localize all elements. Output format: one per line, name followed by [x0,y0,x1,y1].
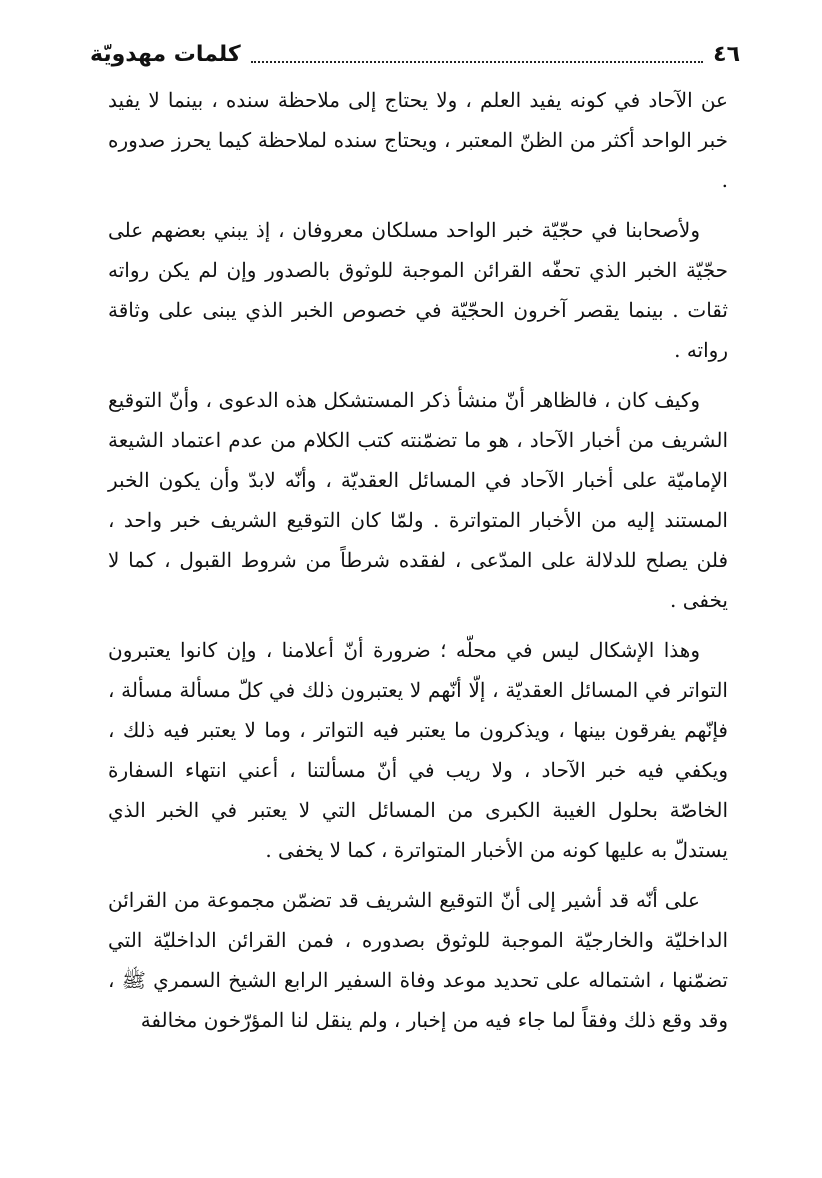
paragraph: وهذا الإشكال ليس في محلّه ؛ ضرورة أنّ أعلامنا ، وإن كانوا يعتبرون التواتر في المسائل العقديّة ، إلّا أنّهم لا يعتبرون ذلك في كلّ مسألة مسألة ، فإنّهم يفرقون بينها ، ويذكرون ما يعتبر فيه التواتر ، وما لا يعتبر فيه ذلك ، ويكفي فيه خبر الآحاد ، ولا ريب في أنّ مسألتنا ، أعني انتهاء السفارة الخاصّة بحلول الغيبة الكبرى من المسائل التي لا يعتبر في الخبر الذي يستدلّ به عليها كونه من الأخبار المتواترة ، كما لا يخفى . [108,638,728,862]
running-header [90,30,740,70]
paragraph: وكيف كان ، فالظاهر أنّ منشأ ذكر المستشكل هذه الدعوى ، وأنّ التوقيع الشريف من أخبار الآحاد ، هو ما تضمّنته كتب الكلام من عدم اعتماد الشيعة الإماميّة على أخبار الآحاد في المسائل العقديّة ، وأنّه لابدّ وأن يكون الخبر المستند إليه من الأخبار المتواترة . ولمّا كان التوقيع الشريف خبر واحد ، فلن يصلح للدلالة على المدّعى ، لفقده شرطاً من شروط القبول ، كما لا يخفى . [108,388,728,612]
page-body [108,80,728,1050]
header-dot-leader [251,61,703,63]
paragraph: عن الآحاد في كونه يفيد العلم ، ولا يحتاج إلى ملاحظة سنده ، بينما لا يفيد خبر الواحد أكثر من الظنّ المعتبر ، ويحتاج سنده لملاحظة كيما يحرز صدوره . [108,88,728,192]
paragraph: ولأصحابنا في حجّيّة خبر الواحد مسلكان معروفان ، إذ يبني بعضهم على حجّيّة الخبر الذي تحفّه القرائن الموجبة للوثوق بالصدور وإن لم يكن رواته ثقات . بينما يقصر آخرون الحجّيّة في خصوص الخبر الذي يبنى على وثاقة رواته . [108,218,728,362]
paragraph: على أنّه قد أشير إلى أنّ التوقيع الشريف قد تضمّن مجموعة من القرائن الداخليّة والخارجيّة الموجبة للوثوق بصدوره ، فمن القرائن الداخليّة التي تضمّنها ، اشتماله على تحديد موعد وفاة السفير الرابع الشيخ السمري ﷺ ، وقد وقع ذلك وفقاً لما جاء فيه من إخبار ، ولم ينقل لنا المؤرّخون مخالفة [108,888,728,1032]
page-number: ٤٦ [713,42,740,67]
book-title: كلمات مهدويّة [90,42,241,67]
